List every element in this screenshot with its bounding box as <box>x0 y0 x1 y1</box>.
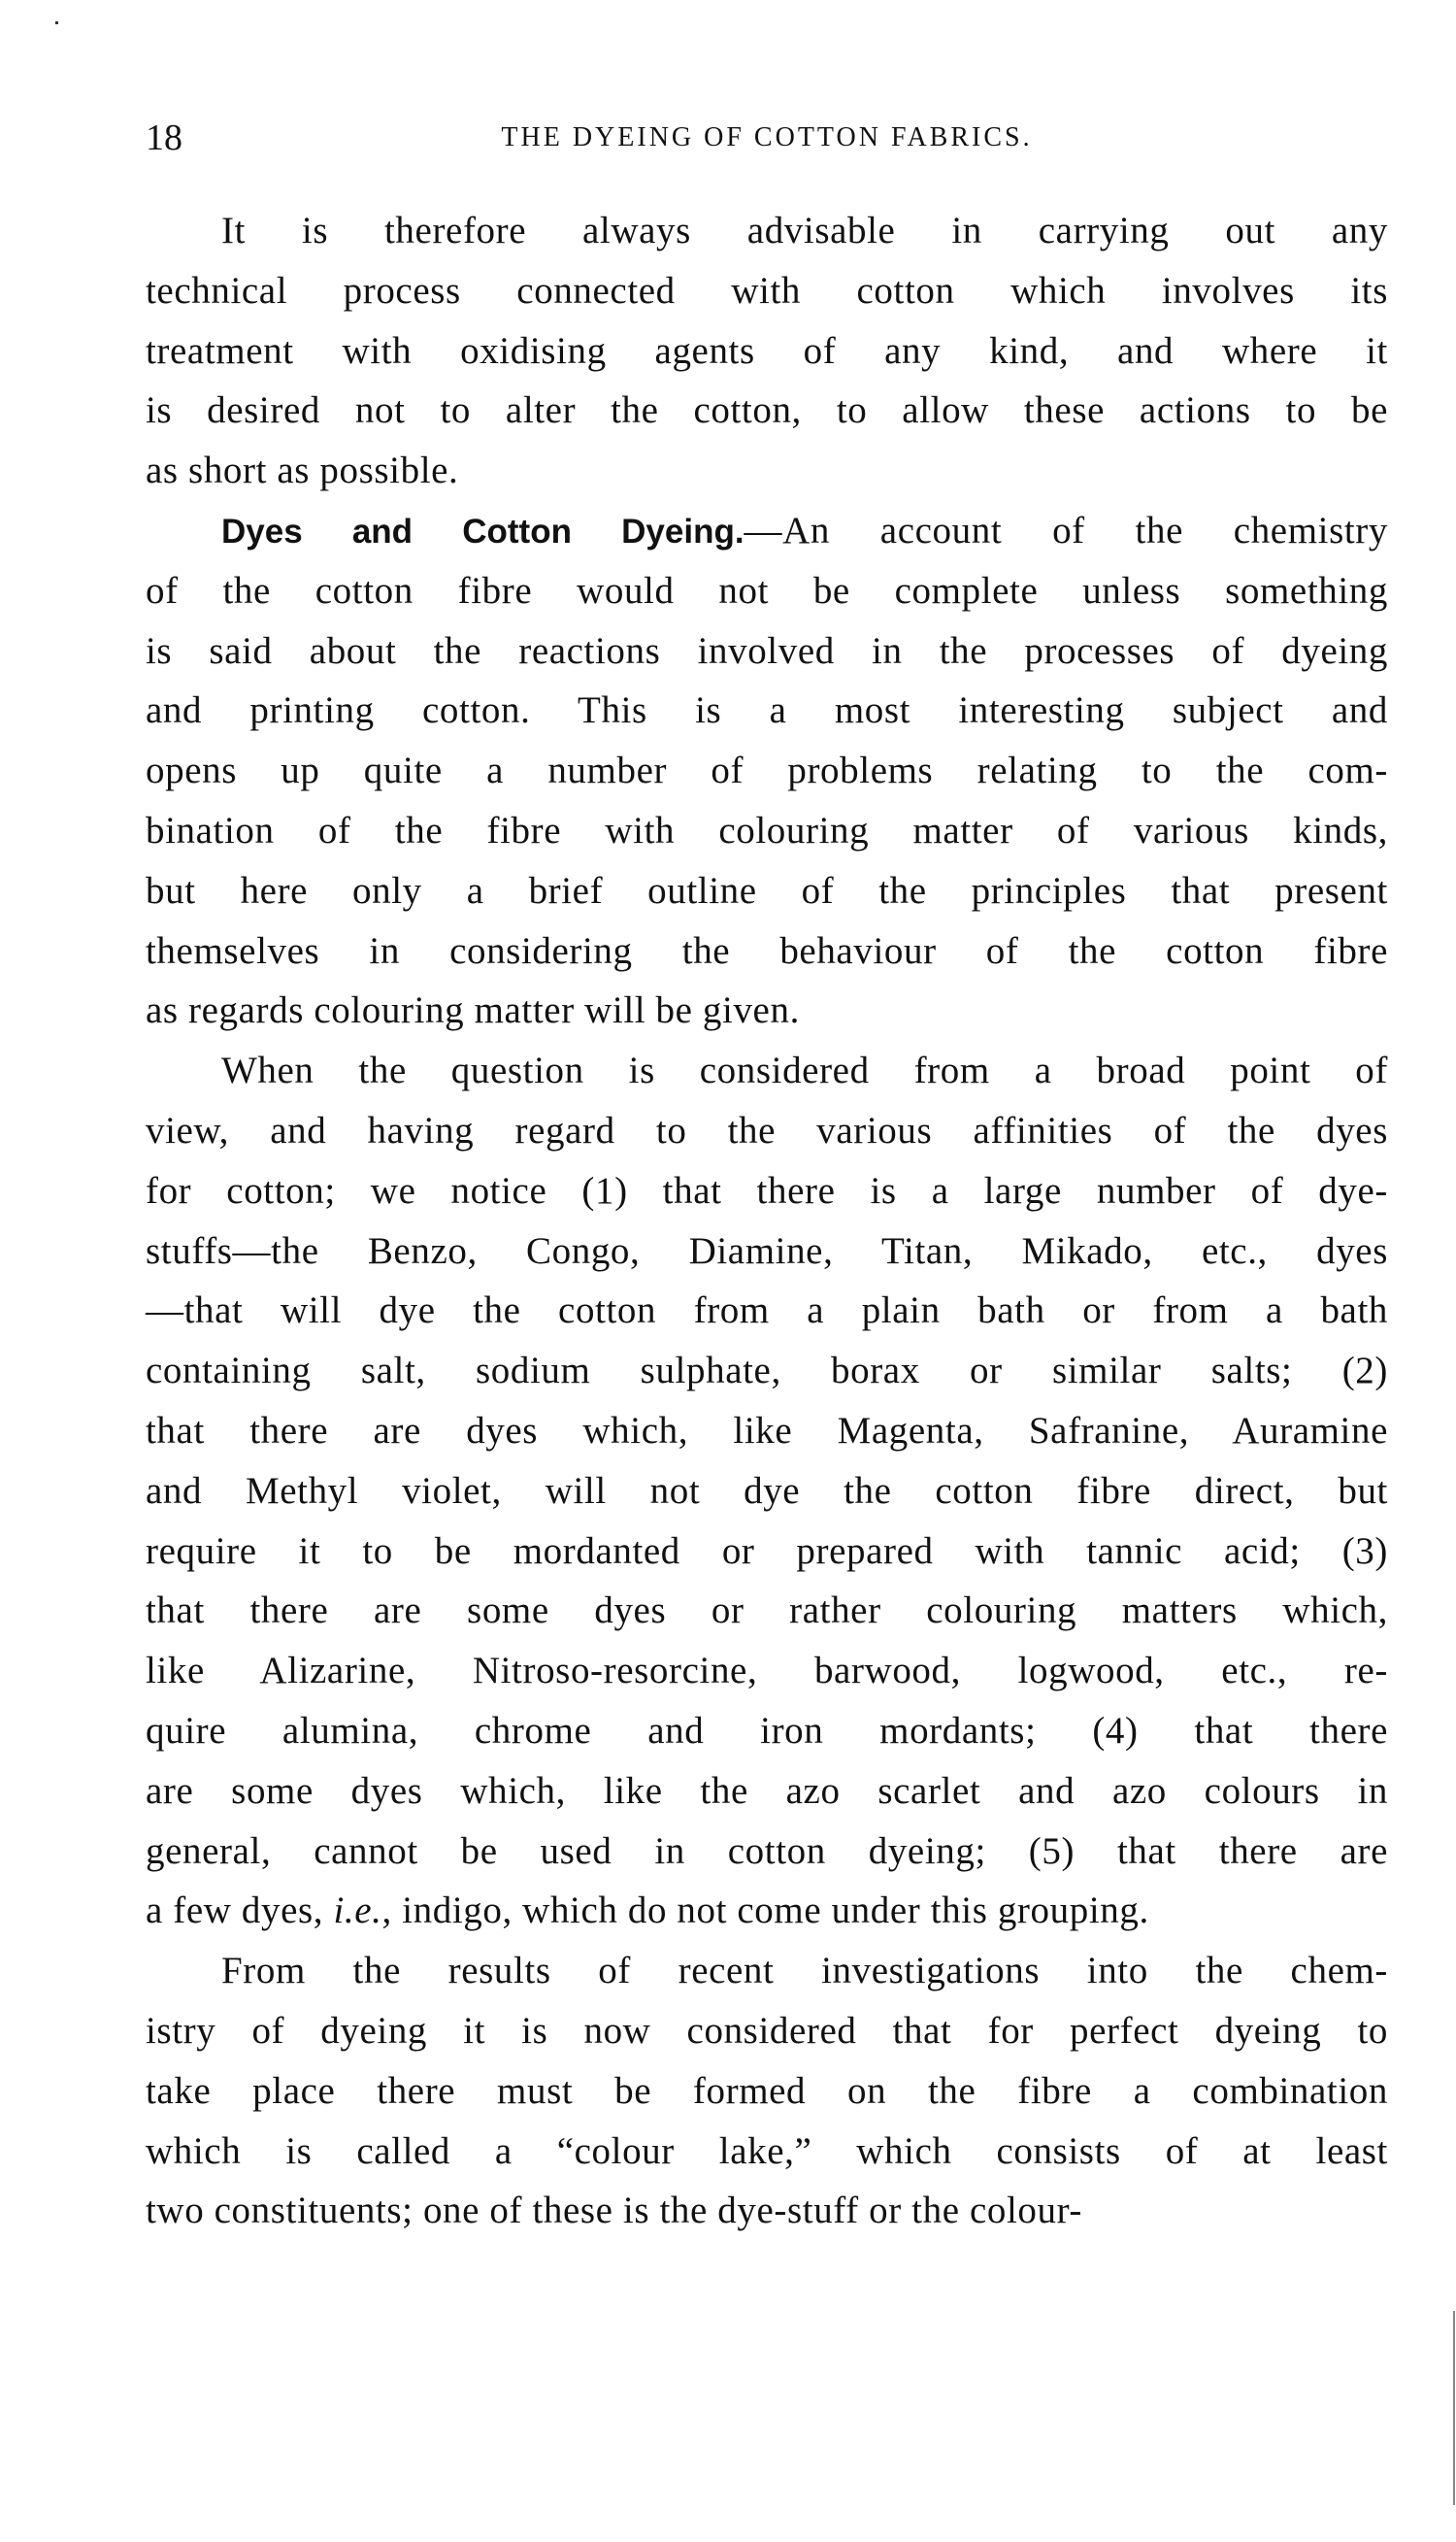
text-line: technical process connected with cotton which involves its <box>146 269 1388 312</box>
text-line: It is therefore always advisable in carrying out any <box>221 210 1388 251</box>
text-line: is said about the reactions involved in the processes of dyeing <box>146 629 1388 672</box>
text-line-content: —An account of the chemistry <box>744 510 1388 552</box>
text-line: —that will dye the cotton from a plain bath or from a bath <box>146 1289 1388 1332</box>
text-line: containing salt, sodium sulphate, borax or similar salts; (2) <box>146 1350 1388 1392</box>
text-line: take place there must be formed on the fibre a combination <box>146 2069 1388 2112</box>
page-number: 18 <box>146 117 182 158</box>
text-line: and Methyl violet, will not dye the cotton fibre direct, but <box>146 1469 1388 1512</box>
text-line: two constituents; one of these is the dye-stuff or the colour- <box>146 2190 1082 2232</box>
running-header <box>146 117 1388 165</box>
text-line: and printing cotton. This is a most interesting subject and <box>146 689 1388 732</box>
page-edge-mark <box>1453 2311 1455 2505</box>
text-line: When the question is considered from a broad point of <box>221 1050 1388 1092</box>
running-title: THE DYEING OF COTTON FABRICS. <box>501 122 1033 152</box>
text-line: which is called a “colour lake,” which consists of at least <box>146 2129 1388 2172</box>
text-line: require it to be mordanted or prepared with tannic acid; (3) <box>146 1529 1388 1572</box>
text-line: as short as possible. <box>146 450 459 492</box>
text-line <box>146 1887 1388 1935</box>
text-line-content: a few dyes, <box>146 1890 334 1932</box>
scan-speck <box>55 21 58 24</box>
text-line: as regards colouring matter will be given. <box>146 989 800 1032</box>
italic-abbreviation: i.e. <box>333 1890 382 1932</box>
text-line: opens up quite a number of problems relating to the com- <box>146 750 1388 792</box>
text-line: is desired not to alter the cotton, to allow these actions to be <box>146 389 1388 432</box>
text-line: stuffs—the Benzo, Congo, Diamine, Titan, Mikado, etc., dyes <box>146 1229 1388 1272</box>
text-line: istry of dyeing it is now considered that for perfect dyeing to <box>146 2010 1388 2052</box>
text-line: quire alumina, chrome and iron mordants; (4) that there <box>146 1710 1388 1752</box>
text-line <box>221 507 1388 555</box>
text-line: bination of the fibre with colouring matter of various kinds, <box>146 810 1388 852</box>
text-line: treatment with oxidising agents of any kind, and where it <box>146 329 1388 372</box>
text-line-content: , indigo, which do not come under this grouping. <box>381 1890 1149 1932</box>
text-line: that there are some dyes or rather colouring matters which, <box>146 1589 1388 1632</box>
text-line: of the cotton fibre would not be complete unless something <box>146 569 1388 612</box>
text-line: are some dyes which, like the azo scarlet and azo colours in <box>146 1769 1388 1812</box>
text-line: From the results of recent investigations into the chem- <box>221 1950 1388 1992</box>
text-line: that there are dyes which, like Magenta, Safranine, Auramine <box>146 1410 1388 1452</box>
section-heading: Dyes and Cotton Dyeing. <box>221 513 745 551</box>
text-line: view, and having regard to the various affinities of the dyes <box>146 1110 1388 1152</box>
text-line: themselves in considering the behaviour of the cotton fibre <box>146 929 1388 972</box>
text-line: like Alizarine, Nitroso-resorcine, barwood, logwood, etc., re- <box>146 1650 1388 1692</box>
text-line: for cotton; we notice (1) that there is a large number of dye- <box>146 1169 1388 1212</box>
text-line: but here only a brief outline of the principles that present <box>146 869 1388 912</box>
text-line: general, cannot be used in cotton dyeing; (5) that there are <box>146 1829 1388 1872</box>
